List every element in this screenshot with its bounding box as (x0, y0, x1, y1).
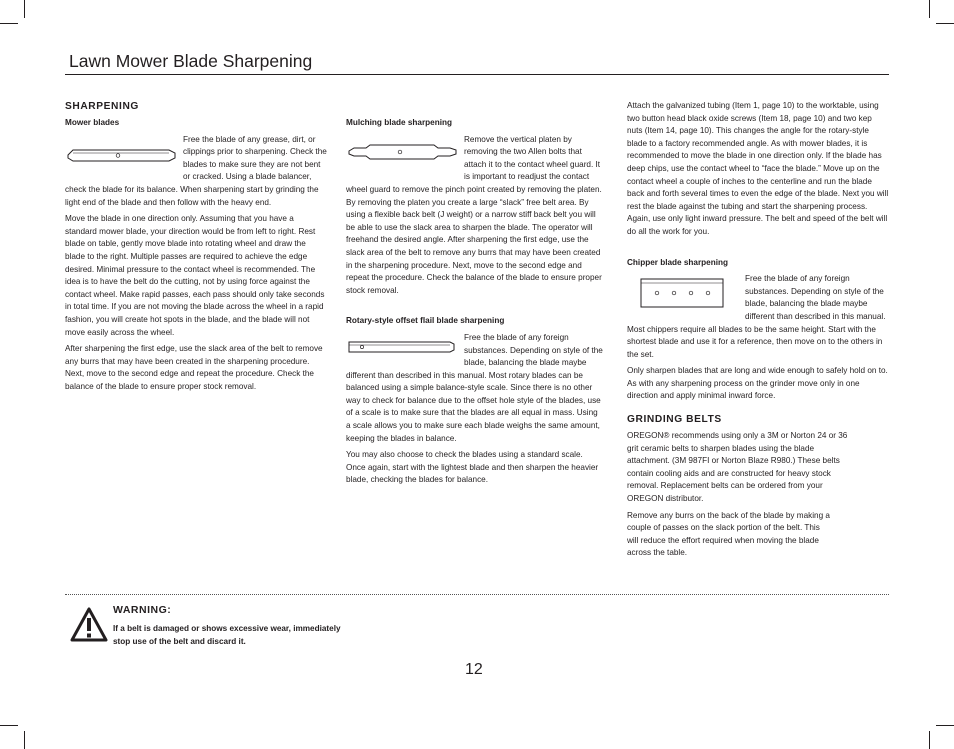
page-number: 12 (465, 661, 483, 678)
mulching-blade-illustration (346, 134, 464, 174)
spacer (627, 243, 889, 257)
column-middle (346, 117, 604, 491)
paragraph: Free the blade of any foreign substances. Depending on style of the blade, balancing the blade maybe different than described in this manual. Most rotary blades can be balanced using a simple balance-style scale. Since there is no other way to check for balance due to the offset hole style of the blades, use of a scale is to make sure that the blades are all equal in mass. Using a scale allows you to make sure each blade weighs the same amount, keeping the blades in balance. (346, 332, 603, 443)
subheading-rotary-blade: Rotary-style offset flail blade sharpening (346, 316, 505, 326)
rotary-blade-illustration (346, 332, 464, 368)
paragraph: Attach the galvanized tubing (Item 1, page 10) to the worktable, using two button head black oxide screws (Item 18, page 10) and two kep nuts (Item 14, page 10). This changes the angle for the rotary-style blade to a factory recommended angle. As with mower blades, it is recommended to move the blade in one direction only. If the blade has deep chips, use the contact wheel to “face the blade.” Move up on the contact wheel a couple of inches to the centerline and run the blade back and forth several times to even the edge of the blade. Next you will rest the blade against the tubing and start the sharpening process. Again, use only light inward pressure. The belt and speed of the belt will do all the work for you. (627, 101, 889, 236)
paragraph: Free the blade of any foreign substances. Depending on style of the blade, balancing the blade maybe different than described in this manual. Most chippers require all blades to be the same height. Start with the shortest blade and use it for a reference, then move on to the others in the set. (627, 274, 886, 359)
title-divider (65, 74, 889, 75)
subheading-mower-blades: Mower blades (65, 118, 120, 127)
section-heading-sharpening: SHARPENING (65, 101, 139, 112)
column-left (65, 100, 327, 397)
crop-mark (24, 731, 25, 749)
warning-title: WARNING: (113, 604, 172, 616)
paragraph: You may also choose to check the blades using a standard scale. Once again, start with the lightest blade and then sharpen the heavier blade, checking the blades for balance. (346, 450, 599, 485)
mower-blade-illustration (65, 134, 183, 180)
subheading-mulching-blade: Mulching blade sharpening (346, 118, 452, 127)
column-right (627, 100, 889, 564)
subheading-chipper-blade: Chipper blade sharpening (627, 257, 728, 267)
crop-mark (24, 0, 25, 18)
dotted-divider (65, 594, 889, 595)
crop-mark (936, 725, 954, 726)
crop-mark (0, 23, 18, 24)
warning-text: If a belt is damaged or shows excessive wear, immediately stop use of the belt and discard it. (113, 624, 341, 646)
paragraph: Move the blade in one direction only. Assuming that you have a standard mower blade, your direction would be from left to right. Rest blade on table, gently move blade into rotating wheel and draw the blade to the right. Multiple passes are required to achieve the edge desired. Minimal pressure to the contact wheel is recommended. The idea is to have the belt do the cutting, not by using force against the contact wheel. Make rapid passes, each pass should only take seconds in total time. If you are not moving the blade across the wheel in a rapid fashion, you will create hot spots in the blade, and the blade will not move easily across the wheel. (65, 214, 325, 337)
crop-mark (929, 731, 930, 749)
paragraph: Only sharpen blades that are long and wide enough to safely hold on to. As with any sharpening process on the grinder move only in one direction and apply minimal inward force. (627, 366, 888, 401)
paragraph: Remove the vertical platen by removing the two Allen bolts that attach it to the contact wheel guard. It is important to readjust the contact wheel guard to remove the pinch point created by removing the platen. By removing the platen you create a large “slack” free belt area. By using a flexible back belt (J weight) or a narrow stiff back belt you will be able to use the slack area to sharpen the blade. The operator will freehand the desired angle. After sharpening the first edge, use the slack area of the belt to remove any burrs that may have been created in the sharpening procedure. Next, move to the second edge and repeat the procedure. Check the balance of the blade to ensure proper stock removal. (346, 134, 602, 295)
paragraph: Free the blade of any grease, dirt, or clippings prior to sharpening. Check the blades to make sure they are not bent or cracked. Using a blade balancer, check the blade for its balance. When sharpening start by grinding the light end of the blade and then follow with the heavy end. (65, 134, 327, 207)
crop-mark (0, 725, 18, 726)
chipper-blade-illustration (627, 273, 745, 317)
paragraph: After sharpening the first edge, use the slack area of the belt to remove any burrs that may have been created in the sharpening procedure. Next, move to the second edge and repeat the procedure. Check the balance of the blade to ensure proper stock removal. (65, 344, 323, 391)
section-heading-grinding-belts: GRINDING BELTS (627, 414, 722, 426)
crop-mark (936, 23, 954, 24)
paragraph: Remove any burrs on the back of the blade by making a couple of passes on the slack portion of the belt. This will reduce the effort required when moving the blade across the table. (627, 510, 830, 558)
crop-mark (929, 0, 930, 18)
page-title: Lawn Mower Blade Sharpening (69, 51, 313, 71)
paragraph: OREGON® recommends using only a 3M or Norton 24 or 36 grit ceramic belts to sharpen blades using the blade attachment. (3M 987FI or Norton Blaze R980.) These belts contain cooling aids and are constructed for heavy stock removal. Replacement belts can be ordered from your OREGON distributor. (627, 431, 848, 504)
warning-icon (70, 607, 108, 643)
spacer (346, 301, 604, 315)
